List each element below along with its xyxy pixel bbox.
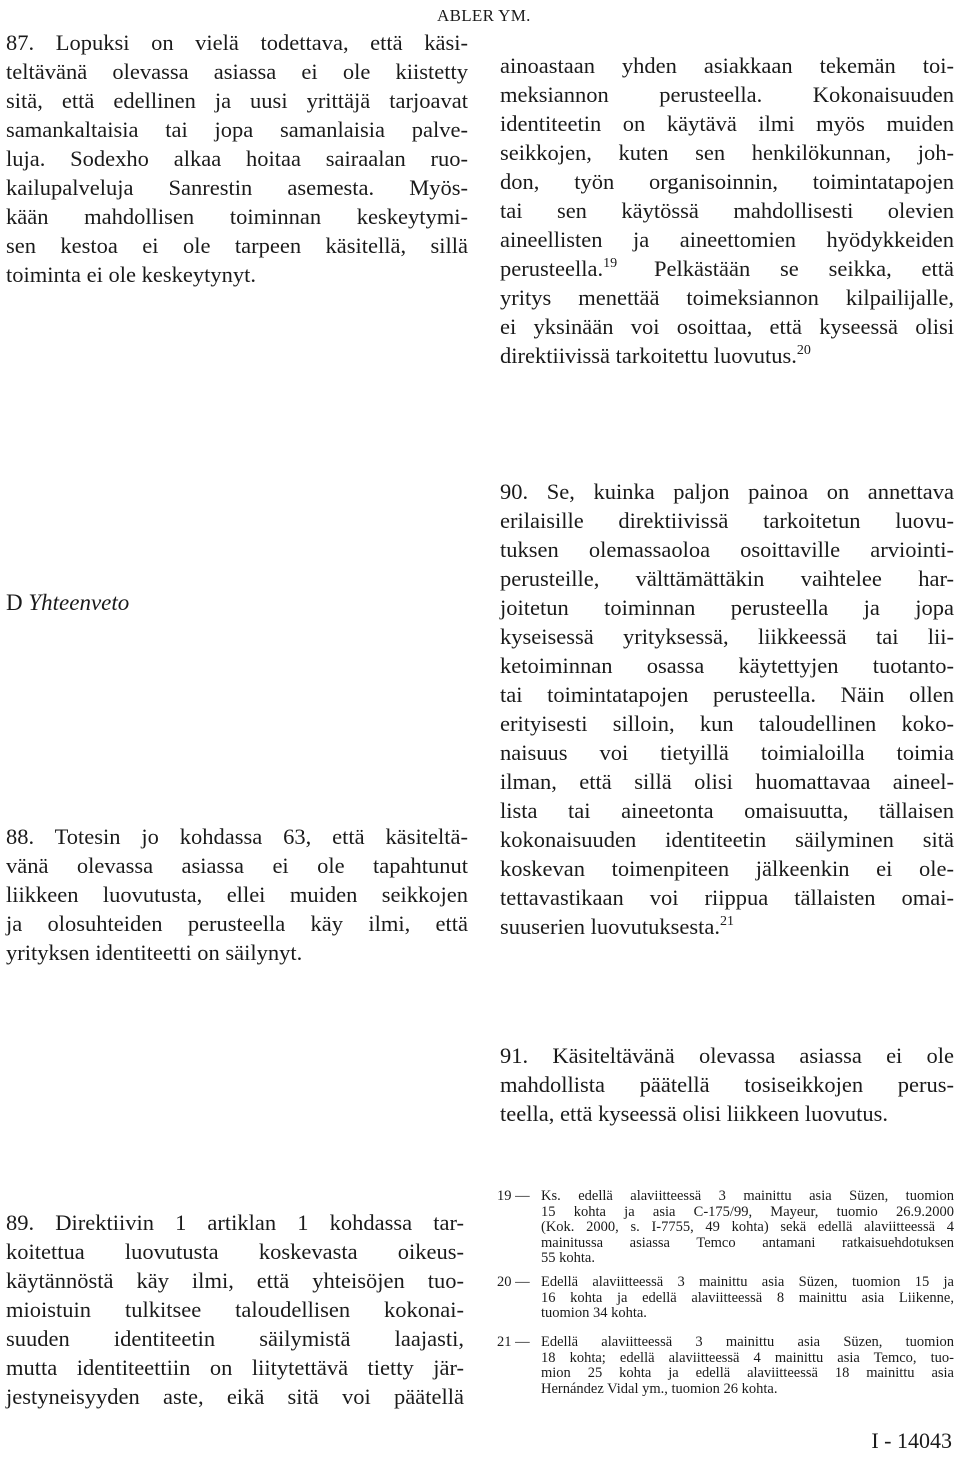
text-line: sen kestoa ei ole tarpeen käsitellä, sillä [6,233,468,258]
footnote-line: mion 25 kohta ja edellä alaviitteessä 18 mainittu asia [541,1365,954,1381]
footnote-20 [497,1275,954,1335]
footnote-ref[interactable]: 21 [719,914,734,929]
text-line: meksiannon perusteella. Kokonaisuuden [500,82,954,107]
text-line: 91. Käsiteltävänä olevassa asiassa ei ole [500,1043,954,1068]
paragraph-89 [6,1208,464,1411]
text-line: naisuus voi tietyillä toimialoilla toimia [500,740,954,765]
text-line: jestyneisyyden aste, eikä sitä voi päätellä [6,1384,464,1409]
text-line: tai sen käytössä mahdollisesti olevien [500,198,954,223]
text-line: vänä olevassa asiassa ei ole tapahtunut [6,853,468,878]
text-line: teella, että kyseessä olisi liikkeen luovutus. [500,1101,889,1126]
footnote-number: 19 — [497,1188,530,1204]
footnote-line: tuomion 34 kohta. [541,1305,647,1321]
section-letter: D [6,590,23,615]
text-line: aineellisten ja aineettomien hyödykkeiden [500,227,954,252]
text-line: mahdollista päätellä tosiseikkojen perus- [500,1072,954,1097]
text-line: ei yksinään voi osoittaa, että kyseessä olisi [500,314,954,339]
text-segment: direktiivissä tarkoitettu luovutus. [500,343,797,368]
text-line: 89. Direktiivin 1 artiklan 1 kohdassa tar- [6,1210,464,1235]
page-number: I - 14043 [871,1428,952,1453]
text-line: mutta identiteettiin on liitytettävä tietty jär- [6,1355,464,1380]
paragraph-continuation [500,51,954,370]
text-line: joitetun toiminnan perusteella ja jopa [500,595,954,620]
footnote-21 [497,1335,954,1413]
running-header: ABLER YM. [437,6,531,25]
text-line: ilman, että sillä olisi huomattavaa aineel- [500,769,954,794]
text-line: ainoastaan yhden asiakkaan tekemän toi- [500,53,954,78]
text-line: lista tai aineetonta omaisuutta, tällaisen [500,798,954,823]
text-line: käytännöstä käy ilmi, että yhteisöjen tuo- [6,1268,464,1293]
footnote-line: (Kok. 2000, s. I-7755, 49 kohta) sekä edellä alaviitteessä 4 [541,1219,954,1235]
text-line: tuksen olemassaoloa osoittaville arviointi- [500,537,954,562]
text-line: liikkeen luovutusta, ellei muiden seikkojen [6,882,468,907]
paragraph-90 [500,477,954,941]
footnote-text [541,1335,954,1397]
footnote-line: Edellä alaviitteessä 3 mainittu asia Süzen, tuomion 15 ja [541,1274,954,1290]
footnote-line: Edellä alaviitteessä 3 mainittu asia Süzen, tuomion [541,1334,954,1350]
text-line: ja olosuhteiden perusteella käy ilmi, että [6,911,468,936]
footnote-text [541,1275,954,1322]
text-line: ketoiminnan osassa käytettyjen tuotanto- [500,653,954,678]
footnote-line: 16 kohta ja edellä alaviitteessä 8 mainittu asia Liikenne, [541,1289,954,1306]
footnote-ref[interactable]: 20 [796,343,811,358]
text-line [500,254,954,283]
text-segment: perusteella. [500,256,604,281]
text-line: sitä, että edellinen ja uusi yrittäjä tarjoavat [6,88,468,113]
footnote-text [541,1189,954,1267]
footnote-line: Ks. edellä alaviitteessä 3 mainittu asia Süzen, tuomion [541,1188,954,1204]
footnote-line: 18 kohta; edellä alaviitteessä 4 mainittu asia Temco, tuo- [541,1349,954,1366]
text-line: don, työn organisoinnin, toimintatapojen [500,169,954,194]
footnote-line: mainitussa asiassa Temco antamani ratkaisuehdotuksen [541,1234,954,1251]
footnote-ref[interactable]: 19 [603,256,618,271]
paragraph-91 [500,1041,954,1128]
text-line: seikkojen, kuten sen henkilökunnan, joh- [500,140,954,165]
section-title: Yhteenveto [28,590,130,615]
text-line: samankaltaisia tai jopa samanlaisia palve- [6,117,468,142]
footnote-line: 15 kohta ja asia C-175/99, Mayeur, tuomio 26.9.2000 [541,1203,954,1220]
text-line: 88. Totesin jo kohdassa 63, että käsiteltä- [6,824,468,849]
text-line [500,341,954,370]
paragraph-88 [6,822,468,967]
text-segment: Pelkästään se seikka, että [654,256,954,281]
footnote-number: 21 — [497,1334,530,1350]
text-line: kailupalveluja Sanrestin asemesta. Myös- [6,175,468,200]
footnote-line: Hernández Vidal ym., tuomion 26 kohta. [541,1380,778,1397]
text-line: luja. Sodexho alkaa hoitaa sairaalan ruo- [6,146,468,171]
text-line: koitettua luovutusta koskevasta oikeus- [6,1239,464,1264]
text-line: kyseisessä yrityksessä, liikkeessä tai lii- [500,624,954,649]
text-line: tettavastikaan voi riippua tällaisten omai- [500,885,954,910]
text-line: toiminta ei ole keskeytynyt. [6,262,256,287]
text-line: kään mahdollisen toiminnan keskeytymi- [6,204,468,229]
paragraph-87 [6,28,468,289]
footnote-19 [497,1189,954,1269]
text-line: mioistuin tulkitsee taloudellisen kokonai- [6,1297,464,1322]
text-line: kokonaisuuden identiteetin säilyminen sitä [500,827,954,852]
text-line: tai toimintatapojen perusteella. Näin ollen [500,682,954,707]
text-line: erityisesti silloin, kun taloudellinen koko- [500,711,954,736]
text-line: koskevan toimenpiteen jälkeenkin ei ole- [500,856,954,881]
text-segment: suuserien luovutuksesta. [500,914,720,939]
footnote-line: 55 kohta. [541,1250,595,1266]
text-line: 90. Se, kuinka paljon painoa on annettava [500,479,954,504]
text-line [500,912,954,941]
footnote-number: 20 — [497,1274,530,1290]
text-line: 87. Lopuksi on vielä todettava, että käsi- [6,30,468,55]
text-line: suuden identiteetin säilymistä laajasti, [6,1326,464,1351]
text-line: yrityksen identiteetti on säilynyt. [6,940,303,965]
text-line: identiteetin on käytävä ilmi myös muiden [500,111,954,136]
text-line: yritys menettää toimeksiannon kilpailijalle, [500,285,954,310]
text-line: teltävänä olevassa asiassa ei ole kiistetty [6,59,468,84]
text-line: erilaisille direktiivissä tarkoitetun luovu- [500,508,954,533]
text-line: perusteille, välttämättäkin vaihtelee har- [500,566,954,591]
section-heading [6,590,129,616]
